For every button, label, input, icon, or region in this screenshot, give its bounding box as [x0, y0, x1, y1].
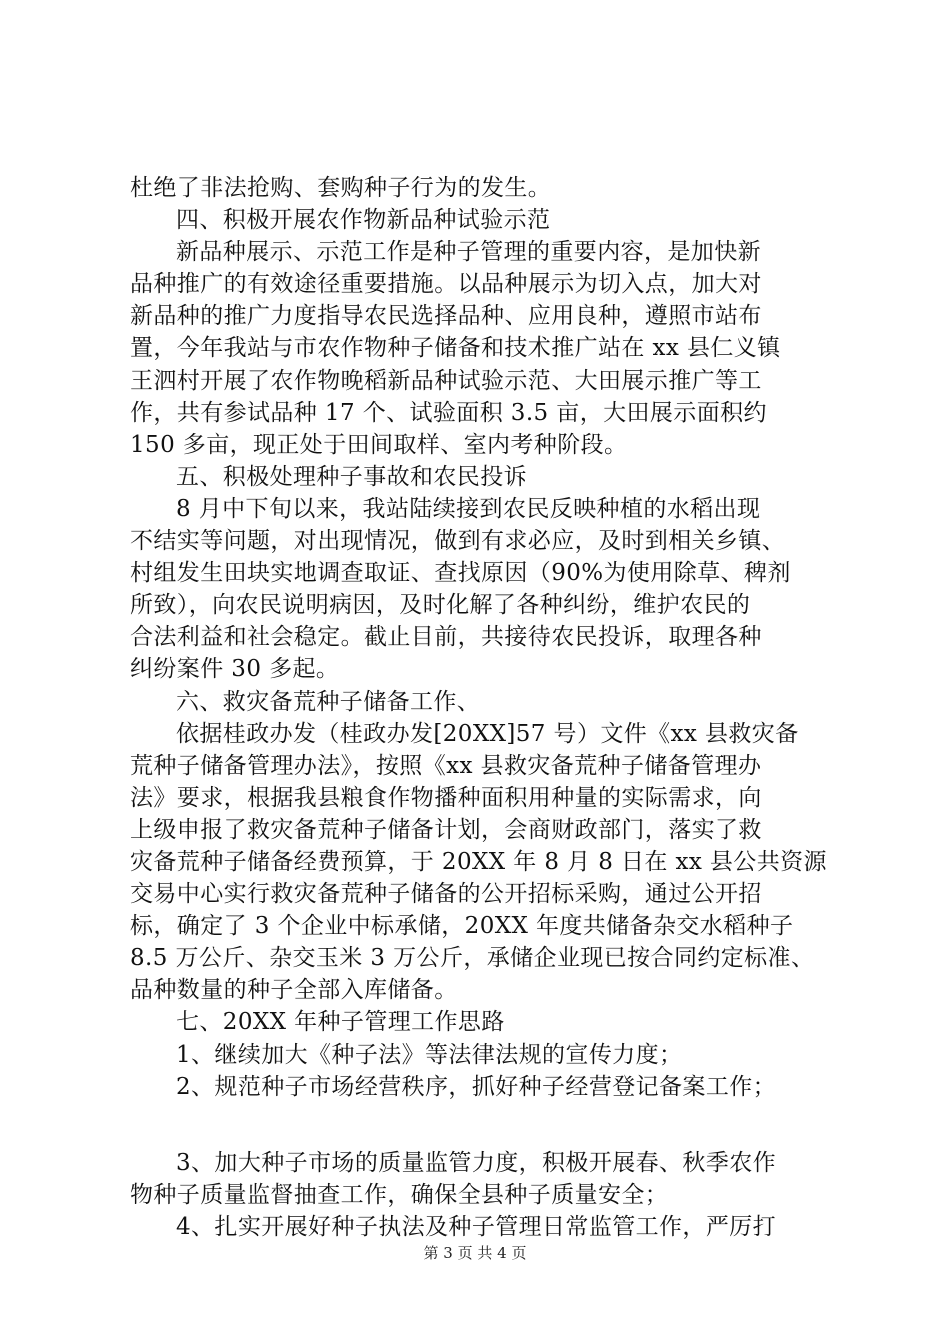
list-item-2: 2、规范种子市场经营秩序，抓好种子经营登记备案工作；	[176, 1073, 777, 1100]
body-line: 作，共有参试品种 17 个、试验面积 3.5 亩，大田展示面积约	[130, 399, 767, 426]
section-heading-5: 五、积极处理种子事故和农民投诉	[176, 463, 527, 490]
body-line: 法》要求，根据我县粮食作物播种面积用种量的实际需求，向	[130, 784, 762, 811]
body-line: 村组发生田块实地调查取证、查找原因（90%为使用除草、稗剂	[130, 560, 791, 587]
body-line: 交易中心实行救灾备荒种子储备的公开招标采购，通过公开招	[130, 881, 762, 908]
body-line: 所致），向农民说明病因，及时化解了各种纠纷，维护农民的	[130, 592, 751, 619]
section-heading-7: 七、20XX 年种子管理工作思路	[176, 1009, 505, 1036]
body-line: 杜绝了非法抢购、套购种子行为的发生。	[130, 175, 552, 201]
paragraph-start: 8 月中下旬以来，我站陆续接到农民反映种植的水稻出现	[176, 495, 761, 522]
paragraph-start: 依据桂政办发（桂政办发[20XX]57 号）文件《xx 县救灾备	[176, 720, 799, 747]
body-line: 纠纷案件 30 多起。	[130, 656, 340, 683]
paragraph-start: 新品种展示、示范工作是种子管理的重要内容，是加快新	[176, 239, 761, 266]
document-body	[130, 172, 850, 1243]
body-line: 灾备荒种子储备经费预算，于 20XX 年 8 月 8 日在 xx 县公共资源	[130, 848, 827, 875]
body-line: 置，今年我站与市农作物种子储备和技术推广站在 xx 县仁义镇	[130, 335, 781, 362]
body-line: 物种子质量监督抽查工作，确保全县种子质量安全；	[130, 1181, 669, 1208]
body-line: 标，确定了 3 个企业中标承储，20XX 年度共储备杂交水稻种子	[130, 913, 794, 940]
body-line: 品种推广的有效途径重要措施。以品种展示为切入点，加大对	[130, 271, 762, 298]
body-line: 荒种子储备管理办法》，按照《xx 县救灾备荒种子储备管理办	[130, 752, 762, 779]
body-line: 上级申报了救灾备荒种子储备计划，会商财政部门，落实了救	[130, 816, 762, 843]
body-line: 不结实等问题，对出现情况，做到有求必应，及时到相关乡镇、	[130, 528, 786, 555]
blank-gap	[130, 1103, 850, 1147]
body-line: 品种数量的种子全部入库储备。	[130, 977, 458, 1004]
body-line: 150 多亩，现正处于田间取样、室内考种阶段。	[130, 431, 628, 458]
page-number-footer: 第 3 页 共 4 页	[423, 1244, 527, 1262]
section-heading-4: 四、积极开展农作物新品种试验示范	[176, 207, 551, 234]
section-heading-6: 六、救灾备荒种子储备工作、	[176, 688, 481, 715]
body-line: 新品种的推广力度指导农民选择品种、应用良种，遵照市站布	[130, 303, 762, 330]
list-item-1: 1、继续加大《种子法》等法律法规的宣传力度；	[176, 1041, 683, 1068]
list-item-4: 4、扎实开展好种子执法及种子管理日常监管工作，严厉打	[176, 1213, 777, 1240]
body-line: 8.5 万公斤、杂交玉米 3 万公斤，承储企业现已按合同约定标准、	[130, 945, 815, 972]
body-line: 合法利益和社会稳定。截止目前，共接待农民投诉，取理各种	[130, 624, 762, 651]
list-item-3: 3、加大种子市场的质量监管力度，积极开展春、秋季农作	[176, 1149, 777, 1176]
body-line: 王泗村开展了农作物晚稻新品种试验示范、大田展示推广等工	[130, 367, 762, 394]
